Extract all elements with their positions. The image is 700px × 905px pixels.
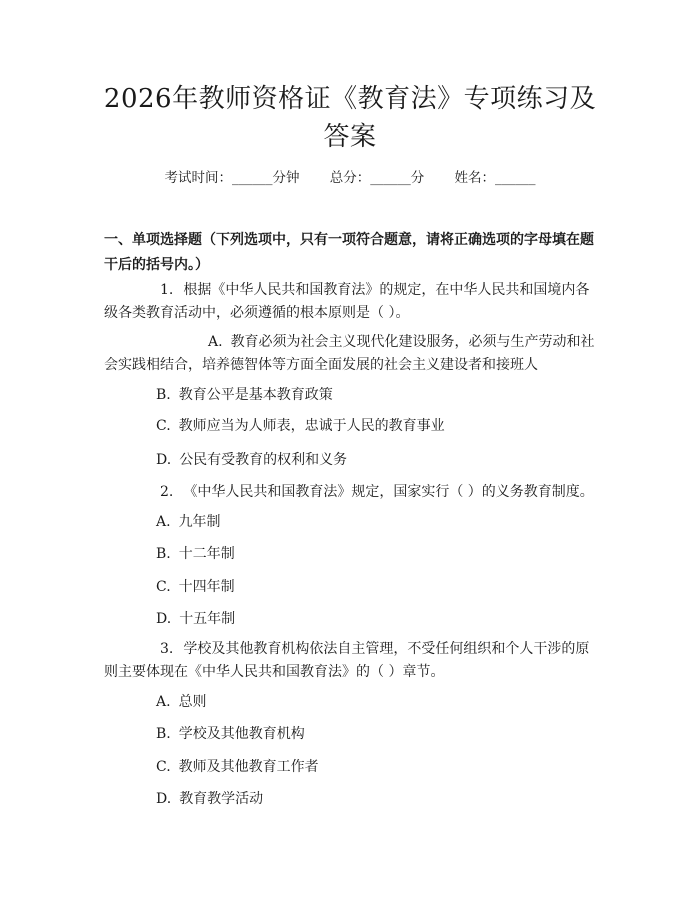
option-letter: B. <box>156 546 171 562</box>
option-text: 学校及其他教育机构 <box>178 726 305 742</box>
question-2-option-b <box>156 543 600 566</box>
option-letter: B. <box>156 726 171 742</box>
option-text: 十五年制 <box>179 611 236 627</box>
exam-meta <box>0 168 700 188</box>
option-letter: C. <box>156 418 171 434</box>
option-text: 教育公平是基本教育政策 <box>178 387 333 403</box>
option-text: 十四年制 <box>178 579 235 595</box>
option-letter: A. <box>208 334 223 350</box>
option-text: 总则 <box>178 694 207 710</box>
question-3-option-c <box>156 756 600 779</box>
option-letter: D. <box>156 611 172 627</box>
question-2 <box>104 481 600 504</box>
question-3-option-b <box>156 723 600 746</box>
section-heading: 一、单项选择题（下列选项中，只有一项符合题意，请将正确选项的字母填在题干后的括号内。） <box>104 232 594 273</box>
exam-time-field: 考试时间：______分钟 <box>164 170 300 186</box>
option-text: 教育教学活动 <box>179 791 264 807</box>
option-letter: C. <box>156 579 171 595</box>
option-text: 教育必须为社会主义现代化建设服务，必须与生产劳动和社会实践相结合，培养德智体等方面全面发展的社会主义建设者和接班人 <box>104 334 595 373</box>
question-1-option-c <box>156 415 600 438</box>
option-text: 教师应当为人师表，忠诚于人民的教育事业 <box>178 418 445 434</box>
question-text: 学校及其他教育机构依法自主管理，不受任何组织和个人干涉的原则主要体现在《中华人民共和国教育法》的（ ）章节。 <box>104 641 590 680</box>
question-number: 1. <box>160 282 174 298</box>
question-number: 3. <box>160 641 174 657</box>
total-score-field: 总分：______分 <box>329 170 425 186</box>
question-3-option-a <box>156 691 600 714</box>
question-text: 《中华人民共和国教育法》规定，国家实行（ ）的义务教育制度。 <box>183 484 594 500</box>
question-1-option-a <box>104 331 600 377</box>
question-3-option-d <box>156 788 600 811</box>
question-3 <box>104 638 600 684</box>
question-2-option-a <box>156 511 600 534</box>
question-number: 2. <box>160 484 174 500</box>
question-1-option-d <box>156 449 600 472</box>
question-1 <box>104 279 600 325</box>
question-1-option-b <box>156 384 600 407</box>
option-text: 教师及其他教育工作者 <box>178 759 319 775</box>
option-letter: A. <box>156 694 171 710</box>
name-field: 姓名：______ <box>454 170 536 186</box>
option-letter: A. <box>156 514 171 530</box>
option-text: 九年制 <box>178 514 221 530</box>
question-text: 根据《中华人民共和国教育法》的规定，在中华人民共和国境内各级各类教育活动中，必须遵循的根本原则是（ ）。 <box>104 282 590 321</box>
question-2-option-c <box>156 576 600 599</box>
option-text: 十二年制 <box>178 546 235 562</box>
option-letter: C. <box>156 759 171 775</box>
question-2-option-d <box>156 608 600 631</box>
page-title: 2026年教师资格证《教育法》专项练习及答案 <box>103 84 597 152</box>
option-letter: D. <box>156 452 172 468</box>
option-text: 公民有受教育的权利和义务 <box>179 452 348 468</box>
option-letter: B. <box>156 387 171 403</box>
option-letter: D. <box>156 791 172 807</box>
